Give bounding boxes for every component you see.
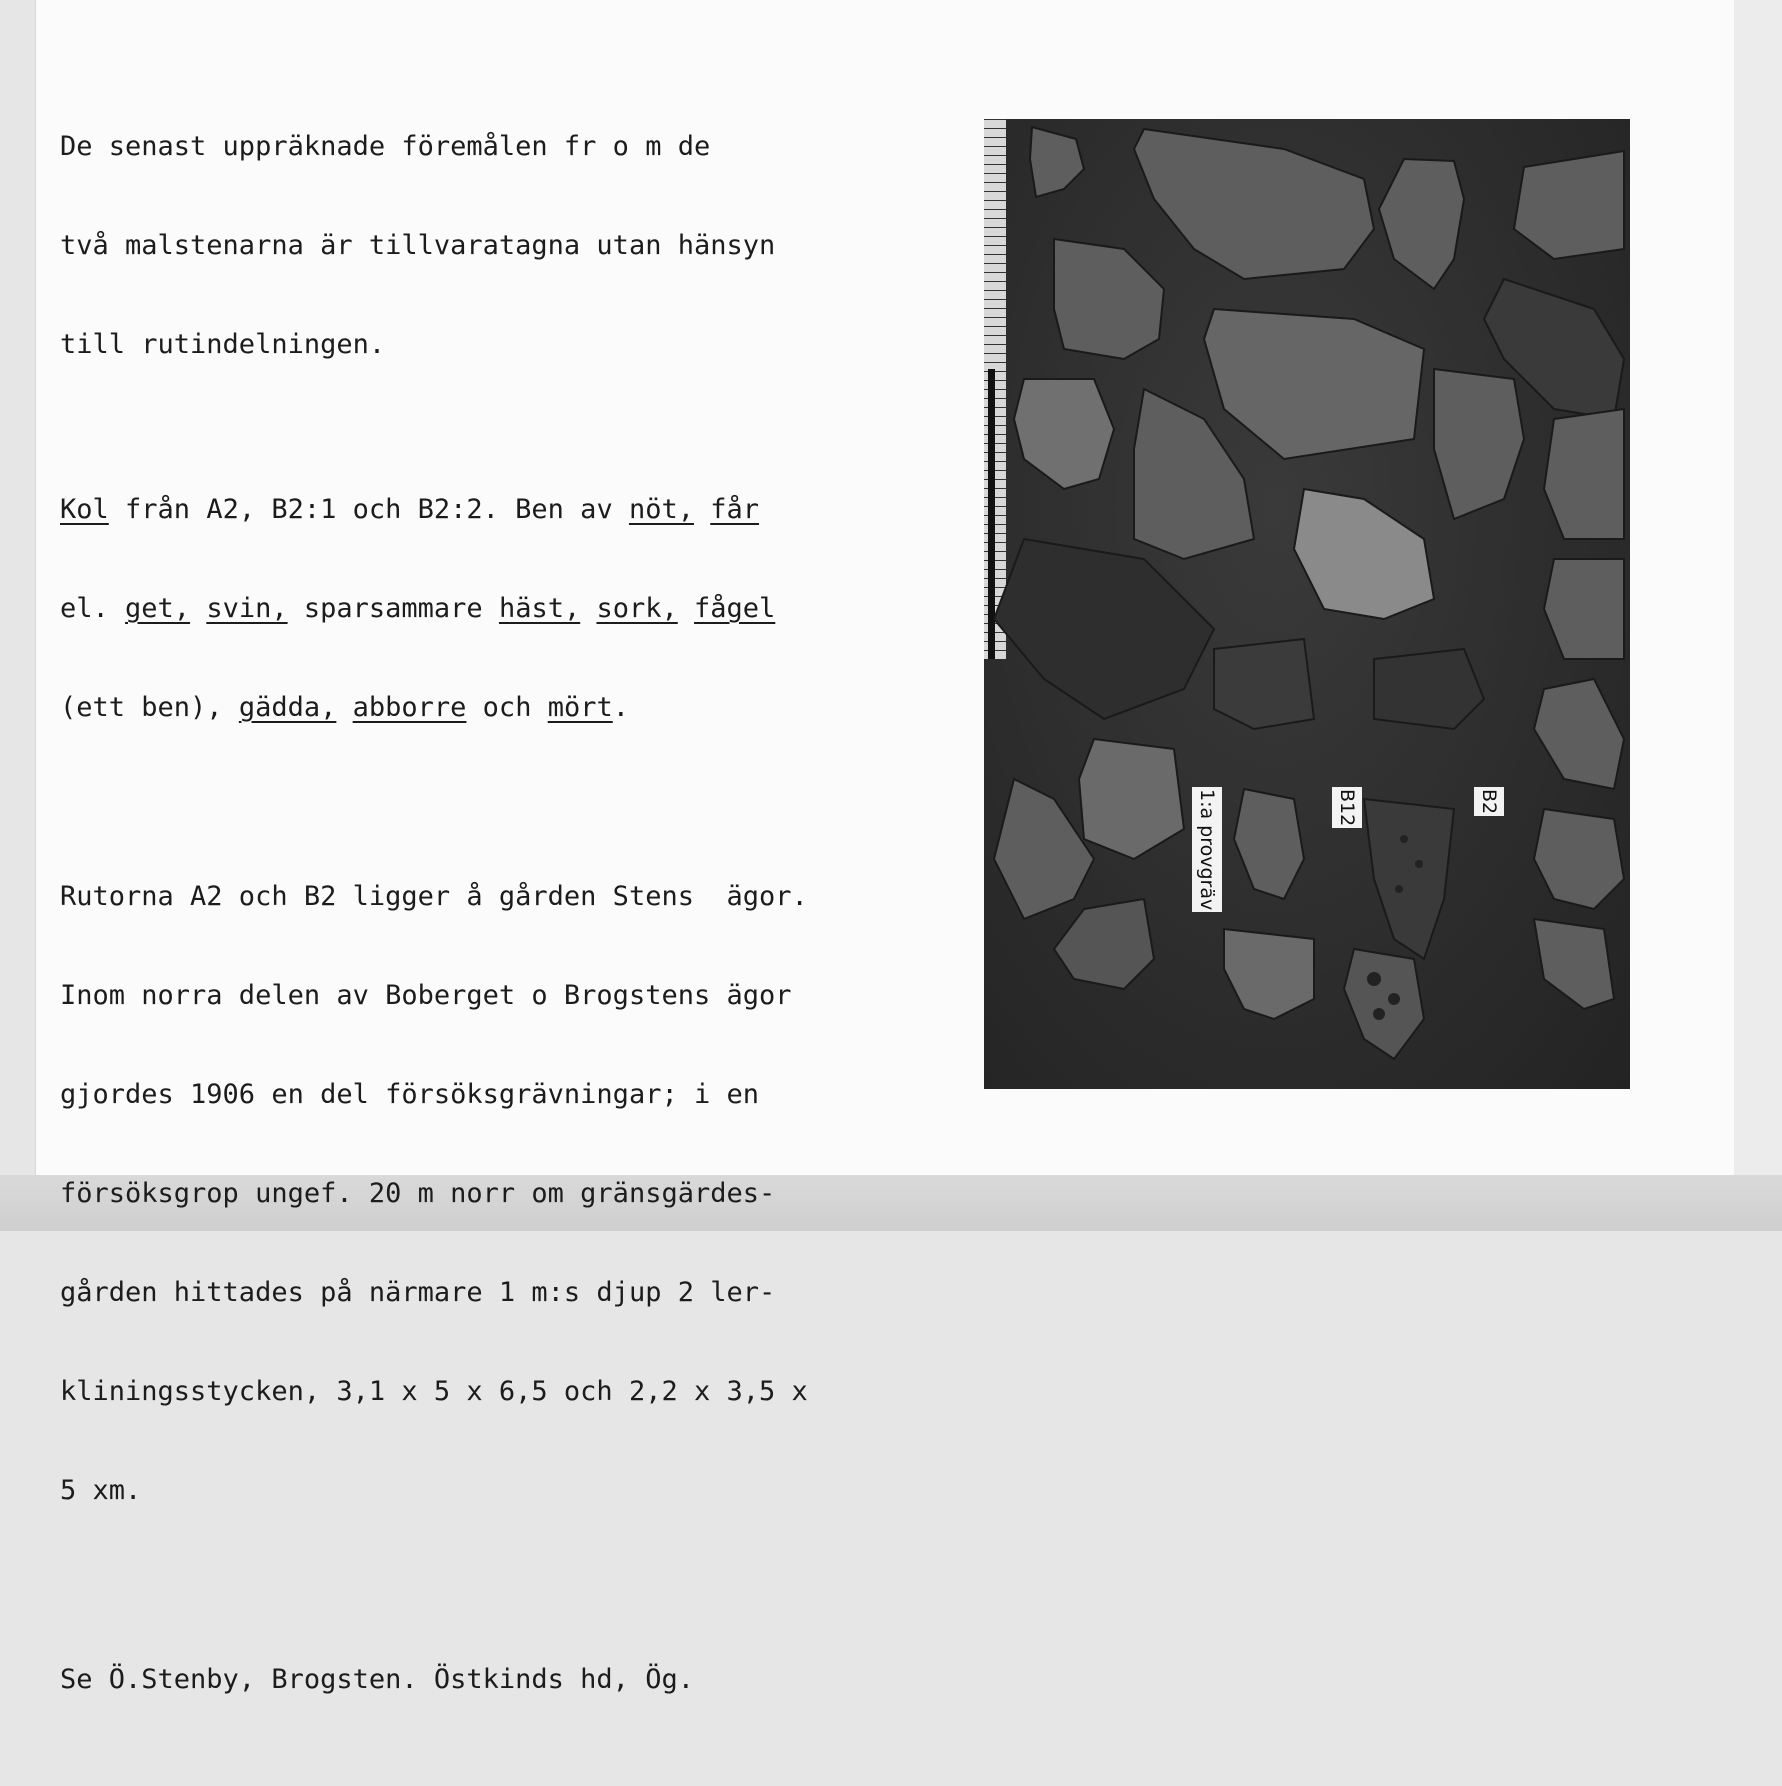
text-span: sparsammare (287, 593, 499, 624)
underlined-word: nöt, (628, 494, 694, 525)
artifact-photograph (984, 119, 1630, 1089)
text-line (60, 592, 860, 625)
typed-text (60, 64, 860, 1786)
text-line (60, 493, 860, 526)
text-span (580, 593, 596, 624)
text-span (190, 593, 206, 624)
fragment (1204, 309, 1424, 459)
fragment (1014, 379, 1114, 489)
fragment (1514, 151, 1624, 259)
fragment (1134, 129, 1374, 279)
fragment (1054, 239, 1164, 359)
text-line: gården hittades på närmare 1 m:s djup 2 ler- (60, 1277, 776, 1308)
clay-fragments (984, 119, 1630, 1089)
card-edge (1734, 0, 1782, 1175)
fragment (994, 539, 1214, 719)
text-span (694, 494, 710, 525)
underlined-word: mört (547, 692, 613, 723)
fragment (1534, 679, 1624, 789)
paragraph-2 (60, 427, 860, 790)
text-line: kliningsstycken, 3,1 x 5 x 6,5 och 2,2 x 3,5 x (60, 1376, 808, 1407)
text-span: (ett ben), (60, 692, 239, 723)
text-line: gjordes 1906 en del försöksgrävningar; i en (60, 1079, 759, 1110)
text-line: Se Ö.Stenby, Brogsten. Östkinds hd, Ög. (60, 1664, 694, 1695)
underlined-word: häst, (498, 593, 581, 624)
paragraph-1 (60, 64, 860, 427)
text-line: De senast uppräknade föremålen fr o m de (60, 131, 711, 162)
underlined-word: abborre (352, 692, 467, 723)
fragment (1214, 639, 1314, 729)
paragraph-3 (60, 814, 860, 1573)
text-span: . (612, 692, 629, 723)
fragment (1544, 559, 1624, 659)
text-line: två malstenarna är tillvaratagna utan hänsyn (60, 230, 776, 261)
fragment (1224, 929, 1314, 1019)
fragment (1030, 127, 1084, 197)
underlined-word: fågel (694, 593, 776, 624)
underlined-word: sork, (596, 593, 678, 624)
fragment (1294, 489, 1434, 619)
label-provgrop: 1:a provgräv (1192, 787, 1222, 912)
text-line: till rutindelningen. (60, 329, 386, 360)
fragment (1054, 899, 1154, 989)
underlined-word: gädda, (238, 692, 337, 723)
text-line: försöksgrop ungef. 20 m norr om gränsgärdes- (60, 1178, 776, 1209)
fragment (1364, 799, 1454, 959)
fragment (1534, 809, 1624, 909)
fragment (994, 779, 1094, 919)
text-line: 5 xm. (60, 1475, 142, 1506)
fragment (1379, 159, 1464, 289)
fragment (1234, 789, 1304, 899)
text-line: Inom norra delen av Boberget o Brogstens ägor (60, 980, 792, 1011)
fragment (1374, 649, 1484, 729)
text-line (60, 691, 860, 724)
text-span: och (466, 692, 548, 723)
text-span: el. (60, 593, 126, 624)
paragraph-4 (60, 1597, 860, 1762)
text-line: Rutorna A2 och B2 ligger å gården Stens ägor. (60, 881, 808, 912)
label-b12: B12 (1332, 787, 1362, 828)
underlined-word: svin, (206, 593, 288, 624)
text-span: från A2, B2:1 och B2:2. Ben av (108, 494, 629, 525)
underlined-word: Kol (60, 494, 109, 525)
label-b2: B2 (1474, 787, 1504, 816)
text-span (336, 692, 352, 723)
fragment (1544, 409, 1624, 539)
underlined-word: get, (125, 593, 191, 624)
text-span (678, 593, 694, 624)
underlined-word: får (710, 494, 760, 525)
fragment (1534, 919, 1614, 1009)
fragment (1434, 369, 1524, 519)
fragment (1344, 949, 1424, 1059)
fragment (1079, 739, 1184, 859)
